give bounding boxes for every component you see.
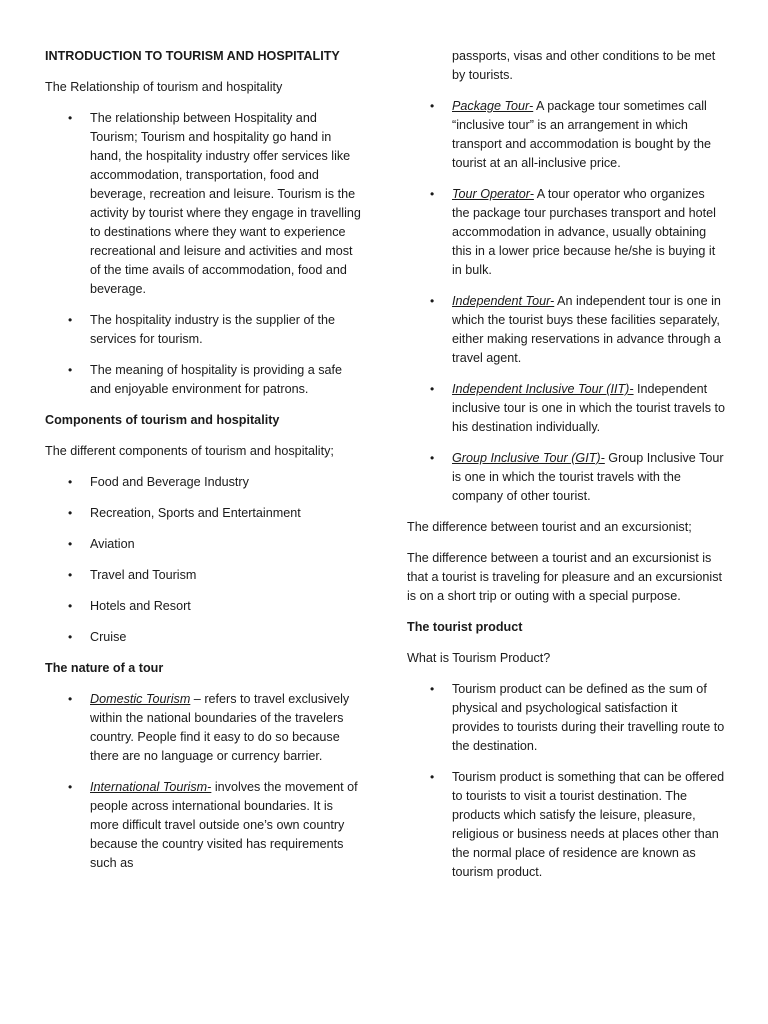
product-question: What is Tourism Product?: [407, 651, 551, 665]
bullet-icon: •: [68, 537, 73, 551]
independent-term: Independent Tour-: [452, 294, 555, 308]
components-intro: The different components of tourism and hospitality;: [45, 444, 334, 458]
list-item-text: Aviation: [90, 537, 135, 551]
list-item-text: Travel and Tourism: [90, 568, 197, 582]
list-item: [45, 361, 365, 399]
bullet-icon: •: [68, 475, 73, 489]
right-column: [407, 47, 725, 894]
operator-text: A tour operator who organizes the package tour purchases transport and hotel accommodation in advance, usually obtaining this in a lower price because he/she is buying it in bulk.: [452, 187, 716, 277]
list-item: [407, 449, 725, 506]
list-item: [45, 690, 365, 766]
list-item-text: Recreation, Sports and Entertainment: [90, 506, 301, 520]
bullet-icon: •: [430, 382, 435, 396]
bullet-icon: •: [430, 294, 435, 308]
list-item: [45, 109, 365, 299]
international-term: International Tourism-: [90, 780, 212, 794]
operator-term: Tour Operator-: [452, 187, 534, 201]
difference-heading: The difference between tourist and an excursionist;: [407, 520, 692, 534]
list-item: [407, 768, 725, 882]
bullet-icon: •: [68, 599, 73, 613]
list-item: [407, 185, 725, 280]
list-item: [45, 628, 365, 647]
bullet-icon: •: [68, 111, 73, 125]
list-item: [407, 380, 725, 437]
list-item: [407, 292, 725, 368]
list-item-text: Hotels and Resort: [90, 599, 191, 613]
bullet-icon: •: [430, 451, 435, 465]
bullet-icon: •: [430, 99, 435, 113]
list-item-text: Food and Beverage Industry: [90, 475, 249, 489]
list-item-text: The hospitality industry is the supplier of the services for tourism.: [90, 313, 336, 346]
package-term: Package Tour-: [452, 99, 534, 113]
list-item-text: Tourism product can be defined as the sum of physical and psychological satisfaction it provides to tourists during their travelling route to the destination.: [452, 682, 725, 753]
product-heading: The tourist product: [407, 620, 523, 634]
international-continued: passports, visas and other conditions to be met by tourists.: [452, 49, 716, 82]
bullet-icon: •: [430, 187, 435, 201]
package-text: A package tour sometimes call “inclusive tour” is an arrangement in which transport and accommodation is bought by the tourist at an all-inclusive price.: [452, 99, 712, 170]
nature-heading: The nature of a tour: [45, 661, 164, 675]
list-item: [45, 597, 365, 616]
components-list: [45, 473, 365, 647]
bullet-icon: •: [68, 568, 73, 582]
list-item: [45, 535, 365, 554]
domestic-term: Domestic Tourism: [90, 692, 191, 706]
list-item: [45, 566, 365, 585]
nature-list: [45, 690, 365, 873]
independent-text: An independent tour is one in which the tourist buys these facilities separately, either making reservations in advance through a travel agent.: [452, 294, 721, 365]
document-title: INTRODUCTION TO TOURISM AND HOSPITALITY: [45, 49, 340, 63]
relationship-list: [45, 109, 365, 399]
list-item-text: Tourism product is something that can be offered to tourists to visit a tourist destination. The products which satisfy the leisure, pleasure, religious or business needs at places other than the normal place of residence are known as tourism product.: [452, 770, 725, 879]
list-item: [45, 778, 365, 873]
list-item: [407, 97, 725, 173]
bullet-icon: •: [68, 313, 73, 327]
relationship-heading: The Relationship of tourism and hospitality: [45, 80, 283, 94]
git-term: Group Inclusive Tour (GIT)-: [452, 451, 605, 465]
git-text: Group Inclusive Tour is one in which the tourist travels with the company of other tourist.: [452, 451, 724, 503]
bullet-icon: •: [68, 506, 73, 520]
international-text: involves the movement of people across international boundaries. It is more difficult travel outside one’s own country because the country visited has requirements such as: [90, 780, 358, 870]
list-item: [45, 473, 365, 492]
iit-term: Independent Inclusive Tour (IIT)-: [452, 382, 634, 396]
list-item-text: The meaning of hospitality is providing a safe and enjoyable environment for patrons.: [90, 363, 343, 396]
list-item-text: Cruise: [90, 630, 127, 644]
bullet-icon: •: [68, 363, 73, 377]
left-column: [45, 47, 365, 885]
components-heading: Components of tourism and hospitality: [45, 413, 280, 427]
iit-text: Independent inclusive tour is one in which the tourist travels to his destination individually.: [452, 382, 725, 434]
bullet-icon: •: [68, 630, 73, 644]
bullet-icon: •: [430, 682, 435, 696]
list-item: [407, 680, 725, 756]
list-item-text: The relationship between Hospitality and Tourism; Tourism and hospitality go hand in hand, the hospitality industry offer services like accommodation, transportation, food and beverage, recreation and leisure. Tourism is the activity by tourist where they engage in travelling to destinations where they want to experience recreational and leisure and activities and most of the time avails of accommodation, food and beverage.: [90, 111, 361, 296]
list-item: [45, 311, 365, 349]
product-list: [407, 680, 725, 882]
bullet-icon: •: [68, 692, 73, 706]
tour-types-list: [407, 97, 725, 506]
domestic-text: – refers to travel exclusively within the national boundaries of the travelers country. People find it easy to do so because there are no language or currency barrier.: [90, 692, 350, 763]
difference-text: The difference between a tourist and an excursionist is that a tourist is traveling for pleasure and an excursionist is on a short trip or outing with a special purpose.: [407, 551, 723, 603]
bullet-icon: •: [68, 780, 73, 794]
bullet-icon: •: [430, 770, 435, 784]
list-item: [45, 504, 365, 523]
